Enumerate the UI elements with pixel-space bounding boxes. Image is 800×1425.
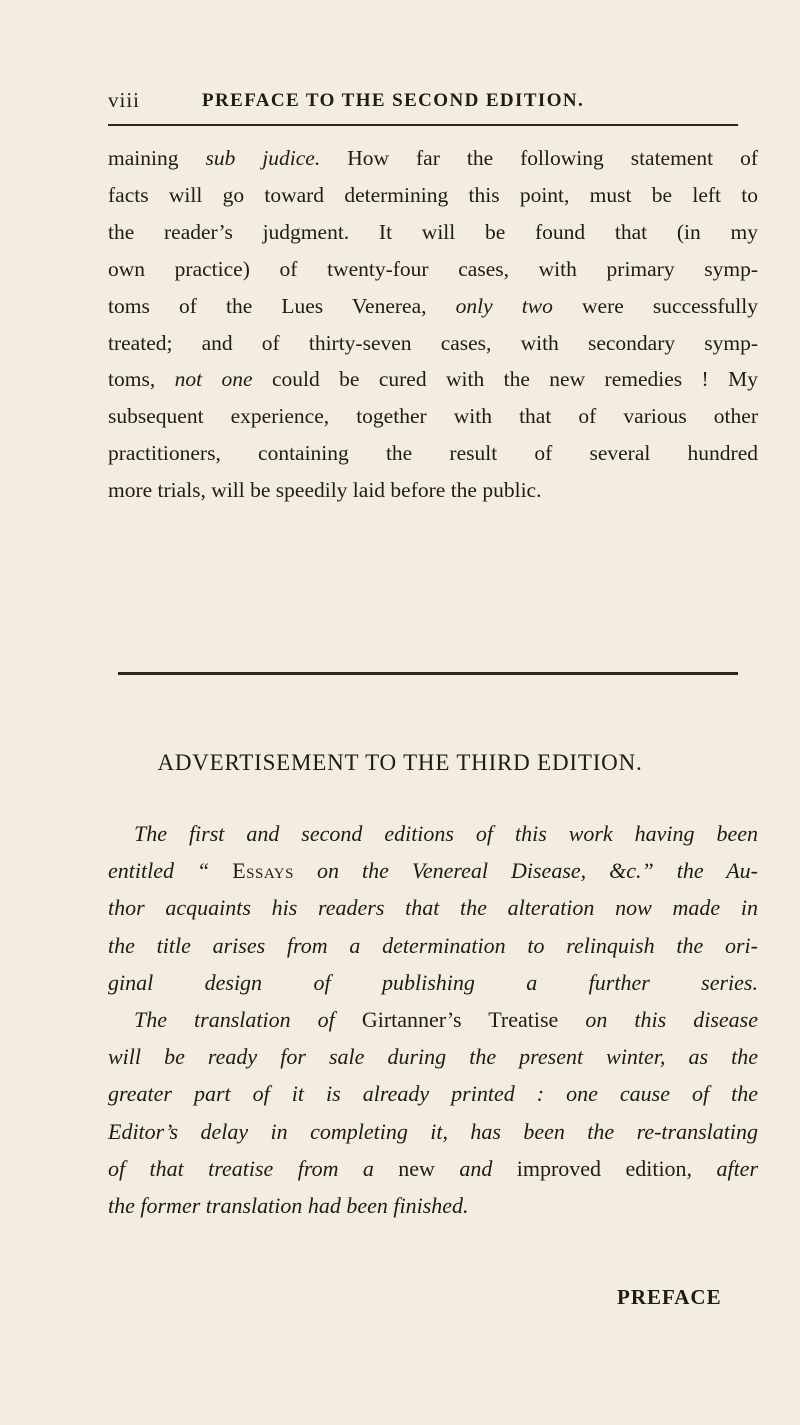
text-run: How far the following statement of [320, 146, 758, 170]
text-run: will be ready for sale during the present winter, as the [108, 1044, 758, 1070]
text-run: and [434, 1155, 517, 1181]
text-run: were successfully [552, 293, 758, 318]
section-divider-rule [118, 672, 738, 675]
text-run: own practice) of twenty-four cases, with primary symp- [108, 256, 758, 281]
advertisement-line [108, 927, 758, 964]
italic-text: sub judice. [205, 146, 321, 170]
advertisement-line [108, 1075, 758, 1112]
text-run: on this disease [558, 1007, 758, 1033]
preface-line [108, 472, 758, 509]
italic-text: only two [455, 293, 553, 318]
preface-line [108, 398, 758, 435]
text-run: improved edition, [516, 1155, 693, 1181]
italic-text: not one [174, 367, 253, 392]
text-run: ginal design of publishing a further series. [108, 969, 758, 995]
preface-line [108, 288, 758, 325]
advertisement-line [108, 1038, 758, 1075]
text-run: Girtanner’s Treatise [361, 1007, 559, 1033]
advertisement-line [108, 1113, 758, 1150]
text-run: Essays [232, 858, 294, 884]
preface-continuation-text [108, 140, 758, 509]
preface-line [108, 361, 758, 398]
text-run: the reader’s judgment. It will be found that (in my [108, 219, 758, 244]
text-run: toms, [108, 367, 175, 392]
advertisement-text [108, 815, 758, 1224]
text-run: Editor’s delay in completing it, has been the re-translating [108, 1118, 758, 1144]
text-run: the former translation had been finished. [108, 1193, 469, 1219]
text-run: The translation of [134, 1007, 362, 1033]
text-run: on the Venereal Disease, &c.” the Au- [293, 858, 758, 884]
preface-line [108, 435, 758, 472]
preface-line [108, 214, 758, 251]
advertisement-line [108, 964, 758, 1001]
preface-line [108, 251, 758, 288]
text-run: treated; and of thirty-seven cases, with secondary symp- [108, 330, 758, 355]
page-number: viii [108, 88, 141, 112]
preface-line [108, 325, 758, 362]
text-run: The first and second editions of this work having been [134, 821, 758, 846]
running-head [108, 88, 738, 128]
text-run: maining [108, 146, 206, 170]
advertisement-line [108, 1001, 758, 1038]
preface-line [108, 140, 758, 177]
header-rule [108, 124, 738, 126]
text-run: could be cured with the new remedies ! My [252, 367, 758, 392]
text-run: entitled “ [108, 858, 233, 884]
text-run: subsequent experience, together with that of various other [108, 404, 758, 429]
advertisement-heading: ADVERTISEMENT TO THE THIRD EDITION. [157, 750, 643, 775]
text-run: greater part of it is already printed : one cause of the [108, 1081, 758, 1107]
text-run: the title arises from a determination to relinquish the ori- [108, 932, 758, 958]
text-run: practitioners, containing the result of several hundred [108, 441, 758, 466]
text-run: after [692, 1155, 759, 1181]
text-run: toms of the Lues Venerea, [108, 293, 456, 318]
advertisement-line [108, 889, 758, 926]
advertisement-line [108, 852, 758, 889]
preface-line [108, 177, 758, 214]
text-run: more trials, will be speedily laid before the public. [108, 478, 542, 503]
advertisement-line [108, 815, 758, 852]
catchword: PREFACE [617, 1285, 722, 1309]
advertisement-line [108, 1150, 758, 1187]
text-run: thor acquaints his readers that the alteration now made in [108, 895, 758, 921]
text-run: of that treatise from a [108, 1155, 399, 1181]
text-run: new [398, 1155, 435, 1181]
advertisement-line [108, 1187, 758, 1224]
text-run: facts will go toward determining this point, must be left to [108, 182, 758, 207]
running-head-title: PREFACE TO THE SECOND EDITION. [202, 90, 585, 111]
